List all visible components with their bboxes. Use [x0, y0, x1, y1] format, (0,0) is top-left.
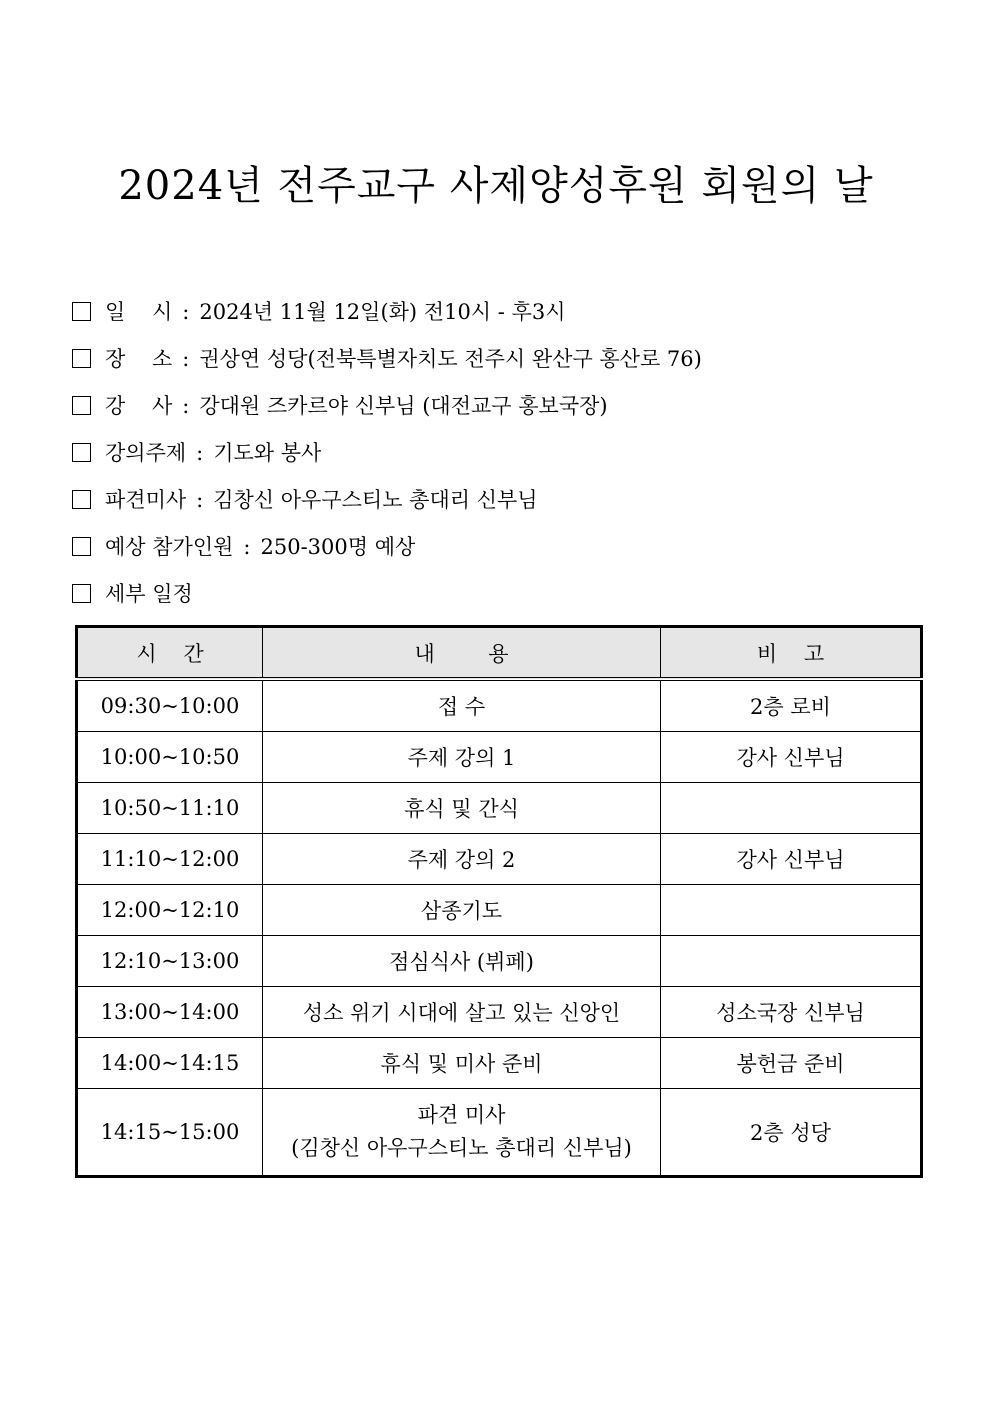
cell-content: 성소 위기 시대에 살고 있는 신앙인 [263, 987, 661, 1038]
info-value: 강대원 즈카르야 신부님 (대전교구 홍보국장) [199, 393, 608, 418]
info-item-topic [72, 429, 932, 476]
cell-time: 14:00~14:15 [77, 1038, 263, 1089]
info-value: 권상연 성당(전북특별자치도 전주시 완산구 홍산로 76) [199, 346, 702, 371]
cell-content: 주제 강의 1 [263, 732, 661, 783]
cell-time: 10:00~10:50 [77, 732, 263, 783]
info-value: 김창신 아우구스티노 총대리 신부님 [213, 487, 538, 512]
table-row [77, 732, 922, 783]
checkbox-icon [72, 584, 91, 603]
colon-separator: : [196, 487, 204, 512]
info-label: 파견미사 [105, 487, 187, 512]
colon-separator: : [196, 440, 204, 465]
checkbox-icon [72, 396, 91, 415]
colon-separator: : [182, 393, 190, 418]
cell-note [661, 936, 922, 987]
table-row [77, 783, 922, 834]
table-row [77, 936, 922, 987]
info-item-mass [72, 476, 932, 523]
cell-content: 점심식사 (뷔페) [263, 936, 661, 987]
colon-separator: : [182, 346, 190, 371]
info-item-datetime [72, 288, 932, 335]
info-item-speaker [72, 382, 932, 429]
cell-time: 10:50~11:10 [77, 783, 263, 834]
cell-content: 주제 강의 2 [263, 834, 661, 885]
table-row [77, 1038, 922, 1089]
cell-time: 09:30~10:00 [77, 679, 263, 732]
cell-note [661, 885, 922, 936]
checkbox-icon [72, 443, 91, 462]
table-header-row [77, 627, 922, 680]
cell-content-line: (김창신 아우구스티노 총대리 신부님) [291, 1136, 632, 1160]
colon-separator: : [182, 299, 190, 324]
cell-note: 2층 성당 [661, 1089, 922, 1177]
info-label: 일 시 [105, 299, 173, 324]
table-row [77, 834, 922, 885]
cell-content: 접 수 [263, 679, 661, 732]
info-list [72, 288, 932, 617]
page-title: 2024년 전주교구 사제양성후원 회원의 날 [118, 163, 874, 209]
cell-content: 휴식 및 간식 [263, 783, 661, 834]
info-item-place [72, 335, 932, 382]
info-value: 250-300명 예상 [260, 534, 416, 559]
cell-note: 강사 신부님 [661, 834, 922, 885]
cell-content [263, 1089, 661, 1177]
info-label: 장 소 [105, 346, 173, 371]
cell-content: 삼종기도 [263, 885, 661, 936]
checkbox-icon [72, 490, 91, 509]
header-note: 비 고 [661, 627, 922, 680]
cell-note: 강사 신부님 [661, 732, 922, 783]
table-row [77, 885, 922, 936]
cell-note: 성소국장 신부님 [661, 987, 922, 1038]
info-label: 예상 참가인원 [105, 534, 234, 559]
schedule-table [75, 625, 923, 1178]
cell-content-line: 파견 미사 [417, 1103, 506, 1127]
cell-time: 12:10~13:00 [77, 936, 263, 987]
table-row [77, 1089, 922, 1177]
cell-time: 11:10~12:00 [77, 834, 263, 885]
checkbox-icon [72, 537, 91, 556]
cell-time: 12:00~12:10 [77, 885, 263, 936]
table-row [77, 987, 922, 1038]
cell-note: 봉헌금 준비 [661, 1038, 922, 1089]
info-label: 강 사 [105, 393, 173, 418]
table-row [77, 679, 922, 732]
info-item-attendees [72, 523, 932, 570]
cell-note: 2층 로비 [661, 679, 922, 732]
header-time: 시 간 [77, 627, 263, 680]
header-content: 내 용 [263, 627, 661, 680]
colon-separator: : [243, 534, 251, 559]
info-value: 2024년 11월 12일(화) 전10시 - 후3시 [199, 299, 566, 324]
checkbox-icon [72, 349, 91, 368]
cell-note [661, 783, 922, 834]
info-label: 강의주제 [105, 440, 187, 465]
cell-time: 14:15~15:00 [77, 1089, 263, 1177]
info-label: 세부 일정 [105, 581, 193, 606]
cell-content: 휴식 및 미사 준비 [263, 1038, 661, 1089]
info-item-schedule [72, 570, 932, 617]
checkbox-icon [72, 302, 91, 321]
info-value: 기도와 봉사 [213, 440, 322, 465]
cell-time: 13:00~14:00 [77, 987, 263, 1038]
